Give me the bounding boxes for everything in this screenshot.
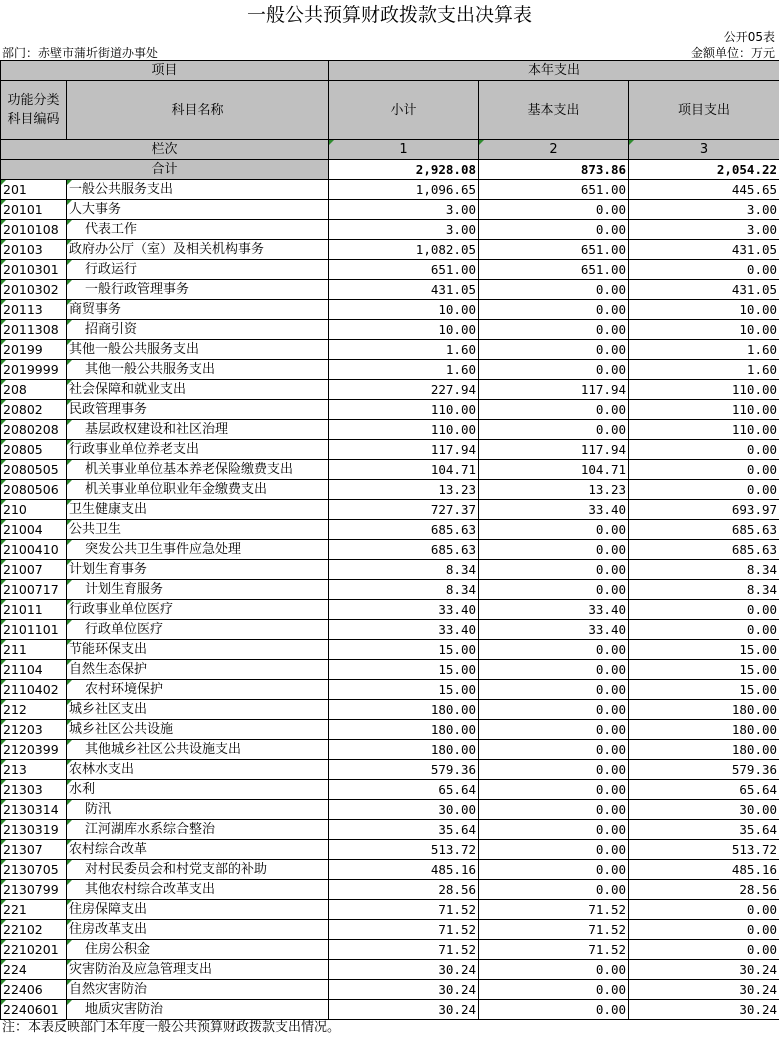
row-basic: 0.00 bbox=[479, 580, 629, 600]
row-code: 21007 bbox=[1, 560, 67, 580]
row-basic: 0.00 bbox=[479, 360, 629, 380]
row-code: 213 bbox=[1, 760, 67, 780]
row-basic: 33.40 bbox=[479, 500, 629, 520]
row-project: 579.36 bbox=[629, 760, 779, 780]
row-subtotal: 15.00 bbox=[329, 680, 479, 700]
row-code: 20805 bbox=[1, 440, 67, 460]
row-project: 0.00 bbox=[629, 440, 779, 460]
row-name: 一般行政管理事务 bbox=[67, 280, 329, 300]
table-row bbox=[1, 400, 779, 420]
row-code: 2130799 bbox=[1, 880, 67, 900]
total-label: 合计 bbox=[1, 160, 329, 180]
row-code: 2130319 bbox=[1, 820, 67, 840]
header-subtotal: 小计 bbox=[329, 81, 479, 140]
table-row bbox=[1, 520, 779, 540]
row-subtotal: 104.71 bbox=[329, 460, 479, 480]
row-name: 防汛 bbox=[67, 800, 329, 820]
row-code: 21303 bbox=[1, 780, 67, 800]
row-code: 20103 bbox=[1, 240, 67, 260]
row-code: 221 bbox=[1, 900, 67, 920]
header-col-3: 3 bbox=[629, 140, 779, 160]
row-code: 2080208 bbox=[1, 420, 67, 440]
row-project: 15.00 bbox=[629, 680, 779, 700]
row-code: 20199 bbox=[1, 340, 67, 360]
row-name: 行政事业单位医疗 bbox=[67, 600, 329, 620]
row-subtotal: 727.37 bbox=[329, 500, 479, 520]
row-project: 0.00 bbox=[629, 620, 779, 640]
row-name: 住房保障支出 bbox=[67, 900, 329, 920]
row-subtotal: 15.00 bbox=[329, 660, 479, 680]
row-name: 节能环保支出 bbox=[67, 640, 329, 660]
row-name: 江河湖库水系综合整治 bbox=[67, 820, 329, 840]
table-row bbox=[1, 700, 779, 720]
row-code: 2100410 bbox=[1, 540, 67, 560]
row-name: 商贸事务 bbox=[67, 300, 329, 320]
row-subtotal: 30.24 bbox=[329, 980, 479, 1000]
row-subtotal: 10.00 bbox=[329, 300, 479, 320]
row-project: 8.34 bbox=[629, 560, 779, 580]
row-basic: 0.00 bbox=[479, 800, 629, 820]
row-name: 灾害防治及应急管理支出 bbox=[67, 960, 329, 980]
row-code: 210 bbox=[1, 500, 67, 520]
row-name: 其他一般公共服务支出 bbox=[67, 340, 329, 360]
row-code: 21203 bbox=[1, 720, 67, 740]
row-project: 485.16 bbox=[629, 860, 779, 880]
row-basic: 71.52 bbox=[479, 920, 629, 940]
department-label: 部门：赤壁市蒲圻街道办事处 bbox=[2, 46, 159, 60]
header-item: 项目 bbox=[1, 61, 329, 81]
row-subtotal: 8.34 bbox=[329, 580, 479, 600]
row-code: 224 bbox=[1, 960, 67, 980]
row-project: 3.00 bbox=[629, 220, 779, 240]
table-row bbox=[1, 640, 779, 660]
row-project: 0.00 bbox=[629, 920, 779, 940]
table-row bbox=[1, 420, 779, 440]
table-row bbox=[1, 680, 779, 700]
row-basic: 0.00 bbox=[479, 660, 629, 680]
row-basic: 651.00 bbox=[479, 180, 629, 200]
row-basic: 0.00 bbox=[479, 520, 629, 540]
row-basic: 651.00 bbox=[479, 240, 629, 260]
row-project: 0.00 bbox=[629, 900, 779, 920]
row-subtotal: 30.00 bbox=[329, 800, 479, 820]
total-project: 2,054.22 bbox=[629, 160, 779, 180]
row-subtotal: 71.52 bbox=[329, 900, 479, 920]
row-basic: 71.52 bbox=[479, 940, 629, 960]
table-row bbox=[1, 260, 779, 280]
row-basic: 0.00 bbox=[479, 980, 629, 1000]
table-row bbox=[1, 580, 779, 600]
row-subtotal: 28.56 bbox=[329, 880, 479, 900]
row-name: 社会保障和就业支出 bbox=[67, 380, 329, 400]
row-project: 180.00 bbox=[629, 700, 779, 720]
row-project: 110.00 bbox=[629, 380, 779, 400]
row-subtotal: 33.40 bbox=[329, 600, 479, 620]
table-row bbox=[1, 940, 779, 960]
row-subtotal: 513.72 bbox=[329, 840, 479, 860]
row-project: 65.64 bbox=[629, 780, 779, 800]
row-name: 基层政权建设和社区治理 bbox=[67, 420, 329, 440]
row-project: 1.60 bbox=[629, 340, 779, 360]
header-project: 项目支出 bbox=[629, 81, 779, 140]
table-row bbox=[1, 780, 779, 800]
table-row bbox=[1, 300, 779, 320]
row-name: 水利 bbox=[67, 780, 329, 800]
table-row bbox=[1, 600, 779, 620]
row-project: 685.63 bbox=[629, 540, 779, 560]
header-column-index: 栏次 bbox=[1, 140, 329, 160]
total-row bbox=[1, 160, 779, 180]
row-project: 30.24 bbox=[629, 980, 779, 1000]
row-project: 445.65 bbox=[629, 180, 779, 200]
row-subtotal: 117.94 bbox=[329, 440, 479, 460]
row-subtotal: 579.36 bbox=[329, 760, 479, 780]
header-col-1: 1 bbox=[329, 140, 479, 160]
table-row bbox=[1, 740, 779, 760]
table-row bbox=[1, 840, 779, 860]
page-title: 一般公共预算财政拨款支出决算表 bbox=[246, 4, 532, 26]
row-project: 15.00 bbox=[629, 660, 779, 680]
row-basic: 0.00 bbox=[479, 540, 629, 560]
row-project: 180.00 bbox=[629, 740, 779, 760]
row-basic: 0.00 bbox=[479, 960, 629, 980]
row-code: 2240601 bbox=[1, 1000, 67, 1020]
table-row bbox=[1, 460, 779, 480]
row-basic: 0.00 bbox=[479, 720, 629, 740]
row-name: 农林水支出 bbox=[67, 760, 329, 780]
row-name: 农村综合改革 bbox=[67, 840, 329, 860]
row-basic: 0.00 bbox=[479, 640, 629, 660]
row-code: 21307 bbox=[1, 840, 67, 860]
total-basic: 873.86 bbox=[479, 160, 629, 180]
row-basic: 0.00 bbox=[479, 780, 629, 800]
row-code: 2110402 bbox=[1, 680, 67, 700]
row-subtotal: 180.00 bbox=[329, 740, 479, 760]
table-row bbox=[1, 920, 779, 940]
row-basic: 0.00 bbox=[479, 680, 629, 700]
row-subtotal: 8.34 bbox=[329, 560, 479, 580]
row-project: 30.24 bbox=[629, 1000, 779, 1020]
form-code: 公开05表 bbox=[723, 30, 775, 44]
row-code: 2011308 bbox=[1, 320, 67, 340]
row-name: 自然生态保护 bbox=[67, 660, 329, 680]
row-basic: 651.00 bbox=[479, 260, 629, 280]
row-code: 20113 bbox=[1, 300, 67, 320]
row-project: 431.05 bbox=[629, 280, 779, 300]
row-code: 22102 bbox=[1, 920, 67, 940]
table-row bbox=[1, 720, 779, 740]
row-project: 0.00 bbox=[629, 940, 779, 960]
row-subtotal: 71.52 bbox=[329, 920, 479, 940]
row-code: 2210201 bbox=[1, 940, 67, 960]
row-code: 21104 bbox=[1, 660, 67, 680]
row-basic: 33.40 bbox=[479, 600, 629, 620]
row-basic: 0.00 bbox=[479, 860, 629, 880]
row-code: 20101 bbox=[1, 200, 67, 220]
row-name: 自然灾害防治 bbox=[67, 980, 329, 1000]
row-name: 突发公共卫生事件应急处理 bbox=[67, 540, 329, 560]
row-project: 30.24 bbox=[629, 960, 779, 980]
row-project: 1.60 bbox=[629, 360, 779, 380]
row-name: 计划生育事务 bbox=[67, 560, 329, 580]
table-row bbox=[1, 500, 779, 520]
unit-label: 金额单位：万元 bbox=[690, 46, 775, 60]
row-name: 招商引资 bbox=[67, 320, 329, 340]
row-basic: 0.00 bbox=[479, 740, 629, 760]
row-project: 35.64 bbox=[629, 820, 779, 840]
header-func-code: 功能分类科目编码 bbox=[1, 81, 67, 140]
row-subtotal: 1.60 bbox=[329, 340, 479, 360]
table-row bbox=[1, 820, 779, 840]
row-basic: 0.00 bbox=[479, 880, 629, 900]
table-row bbox=[1, 1000, 779, 1020]
row-code: 21004 bbox=[1, 520, 67, 540]
row-subtotal: 15.00 bbox=[329, 640, 479, 660]
row-basic: 104.71 bbox=[479, 460, 629, 480]
row-project: 0.00 bbox=[629, 460, 779, 480]
row-subtotal: 30.24 bbox=[329, 960, 479, 980]
row-name: 机关事业单位职业年金缴费支出 bbox=[67, 480, 329, 500]
table-row bbox=[1, 860, 779, 880]
table-row bbox=[1, 660, 779, 680]
row-name: 住房改革支出 bbox=[67, 920, 329, 940]
table-row bbox=[1, 900, 779, 920]
row-code: 2010108 bbox=[1, 220, 67, 240]
row-basic: 0.00 bbox=[479, 420, 629, 440]
row-code: 2130705 bbox=[1, 860, 67, 880]
row-subtotal: 685.63 bbox=[329, 520, 479, 540]
table-row bbox=[1, 180, 779, 200]
row-subtotal: 1.60 bbox=[329, 360, 479, 380]
row-project: 0.00 bbox=[629, 480, 779, 500]
row-name: 城乡社区公共设施 bbox=[67, 720, 329, 740]
row-subtotal: 1,082.05 bbox=[329, 240, 479, 260]
expenditure-table bbox=[0, 60, 779, 1020]
row-code: 2100717 bbox=[1, 580, 67, 600]
row-code: 2080505 bbox=[1, 460, 67, 480]
row-name: 卫生健康支出 bbox=[67, 500, 329, 520]
table-row bbox=[1, 340, 779, 360]
table-row bbox=[1, 880, 779, 900]
footnote: 注：本表反映部门本年度一般公共预算财政拨款支出情况。 bbox=[2, 1020, 341, 1035]
header-col-2: 2 bbox=[479, 140, 629, 160]
row-name: 对村民委员会和村党支部的补助 bbox=[67, 860, 329, 880]
row-subtotal: 3.00 bbox=[329, 200, 479, 220]
row-name: 农村环境保护 bbox=[67, 680, 329, 700]
row-name: 一般公共服务支出 bbox=[67, 180, 329, 200]
total-subtotal: 2,928.08 bbox=[329, 160, 479, 180]
row-basic: 71.52 bbox=[479, 900, 629, 920]
row-subtotal: 65.64 bbox=[329, 780, 479, 800]
row-subtotal: 10.00 bbox=[329, 320, 479, 340]
row-basic: 0.00 bbox=[479, 840, 629, 860]
row-project: 8.34 bbox=[629, 580, 779, 600]
row-name: 其他农村综合改革支出 bbox=[67, 880, 329, 900]
row-basic: 0.00 bbox=[479, 280, 629, 300]
row-code: 212 bbox=[1, 700, 67, 720]
row-basic: 33.40 bbox=[479, 620, 629, 640]
row-code: 2010301 bbox=[1, 260, 67, 280]
row-subtotal: 35.64 bbox=[329, 820, 479, 840]
row-subtotal: 180.00 bbox=[329, 700, 479, 720]
table-row bbox=[1, 560, 779, 580]
row-subtotal: 110.00 bbox=[329, 420, 479, 440]
row-basic: 0.00 bbox=[479, 400, 629, 420]
row-code: 2101101 bbox=[1, 620, 67, 640]
row-name: 代表工作 bbox=[67, 220, 329, 240]
row-name: 城乡社区支出 bbox=[67, 700, 329, 720]
row-basic: 0.00 bbox=[479, 220, 629, 240]
row-name: 行政单位医疗 bbox=[67, 620, 329, 640]
row-code: 208 bbox=[1, 380, 67, 400]
row-basic: 0.00 bbox=[479, 820, 629, 840]
row-code: 21011 bbox=[1, 600, 67, 620]
row-subtotal: 685.63 bbox=[329, 540, 479, 560]
row-basic: 0.00 bbox=[479, 300, 629, 320]
row-subtotal: 180.00 bbox=[329, 720, 479, 740]
row-code: 2019999 bbox=[1, 360, 67, 380]
row-basic: 117.94 bbox=[479, 380, 629, 400]
row-subtotal: 13.23 bbox=[329, 480, 479, 500]
row-code: 22406 bbox=[1, 980, 67, 1000]
row-code: 2120399 bbox=[1, 740, 67, 760]
row-basic: 0.00 bbox=[479, 1000, 629, 1020]
table-row bbox=[1, 320, 779, 340]
row-subtotal: 1,096.65 bbox=[329, 180, 479, 200]
row-basic: 0.00 bbox=[479, 560, 629, 580]
row-subtotal: 431.05 bbox=[329, 280, 479, 300]
row-project: 28.56 bbox=[629, 880, 779, 900]
table-row bbox=[1, 480, 779, 500]
table-row bbox=[1, 380, 779, 400]
row-name: 其他一般公共服务支出 bbox=[67, 360, 329, 380]
table-row bbox=[1, 620, 779, 640]
row-project: 180.00 bbox=[629, 720, 779, 740]
row-basic: 0.00 bbox=[479, 760, 629, 780]
row-name: 计划生育服务 bbox=[67, 580, 329, 600]
row-subtotal: 71.52 bbox=[329, 940, 479, 960]
table-row bbox=[1, 280, 779, 300]
row-basic: 0.00 bbox=[479, 700, 629, 720]
row-name: 地质灾害防治 bbox=[67, 1000, 329, 1020]
row-subtotal: 3.00 bbox=[329, 220, 479, 240]
row-project: 431.05 bbox=[629, 240, 779, 260]
row-subtotal: 110.00 bbox=[329, 400, 479, 420]
row-code: 2080506 bbox=[1, 480, 67, 500]
row-project: 0.00 bbox=[629, 600, 779, 620]
row-subtotal: 227.94 bbox=[329, 380, 479, 400]
row-code: 2010302 bbox=[1, 280, 67, 300]
row-basic: 0.00 bbox=[479, 200, 629, 220]
row-project: 0.00 bbox=[629, 260, 779, 280]
row-project: 10.00 bbox=[629, 320, 779, 340]
row-name: 人大事务 bbox=[67, 200, 329, 220]
table-row bbox=[1, 440, 779, 460]
table-row bbox=[1, 540, 779, 560]
table-row bbox=[1, 240, 779, 260]
row-code: 201 bbox=[1, 180, 67, 200]
row-name: 政府办公厅（室）及相关机构事务 bbox=[67, 240, 329, 260]
row-project: 685.63 bbox=[629, 520, 779, 540]
header-basic: 基本支出 bbox=[479, 81, 629, 140]
header-subject-name: 科目名称 bbox=[67, 81, 329, 140]
row-code: 2130314 bbox=[1, 800, 67, 820]
row-code: 20802 bbox=[1, 400, 67, 420]
row-basic: 117.94 bbox=[479, 440, 629, 460]
table-row bbox=[1, 760, 779, 780]
row-subtotal: 485.16 bbox=[329, 860, 479, 880]
row-project: 513.72 bbox=[629, 840, 779, 860]
row-name: 行政运行 bbox=[67, 260, 329, 280]
header-current-year: 本年支出 bbox=[329, 61, 779, 81]
row-basic: 0.00 bbox=[479, 320, 629, 340]
row-project: 30.00 bbox=[629, 800, 779, 820]
row-code: 211 bbox=[1, 640, 67, 660]
row-name: 行政事业单位养老支出 bbox=[67, 440, 329, 460]
table-row bbox=[1, 220, 779, 240]
row-name: 其他城乡社区公共设施支出 bbox=[67, 740, 329, 760]
row-project: 15.00 bbox=[629, 640, 779, 660]
row-basic: 13.23 bbox=[479, 480, 629, 500]
row-name: 公共卫生 bbox=[67, 520, 329, 540]
table-row bbox=[1, 360, 779, 380]
table-row bbox=[1, 800, 779, 820]
row-subtotal: 30.24 bbox=[329, 1000, 479, 1020]
row-name: 住房公积金 bbox=[67, 940, 329, 960]
row-name: 机关事业单位基本养老保险缴费支出 bbox=[67, 460, 329, 480]
row-subtotal: 33.40 bbox=[329, 620, 479, 640]
row-subtotal: 651.00 bbox=[329, 260, 479, 280]
row-project: 693.97 bbox=[629, 500, 779, 520]
row-project: 110.00 bbox=[629, 400, 779, 420]
row-project: 10.00 bbox=[629, 300, 779, 320]
table-row bbox=[1, 960, 779, 980]
table-row bbox=[1, 980, 779, 1000]
row-name: 民政管理事务 bbox=[67, 400, 329, 420]
table-row bbox=[1, 200, 779, 220]
row-basic: 0.00 bbox=[479, 340, 629, 360]
row-project: 3.00 bbox=[629, 200, 779, 220]
row-project: 110.00 bbox=[629, 420, 779, 440]
